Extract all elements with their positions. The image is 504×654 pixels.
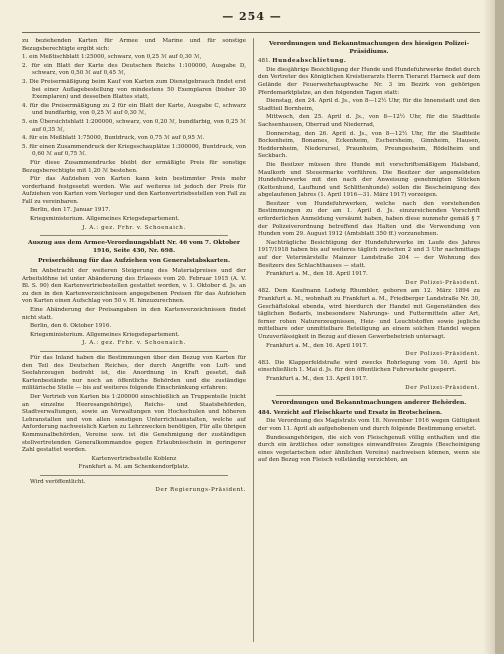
- place-date: Frankfurt a. M., den 16. April 1917.: [266, 342, 368, 349]
- page-edge-shadow: [483, 0, 495, 654]
- section-divider: [276, 395, 462, 396]
- header-rule: [22, 32, 480, 33]
- section-heading: Auszug aus dem Armee-Verordnungsblatt Nr. 46 vom 7. Oktober 1916, Seite 430, Nr. 698.: [28, 239, 240, 254]
- signature-name: J. A.: gez. Frhr. v. Schoenaich.: [82, 224, 186, 231]
- paragraph: Die Verordnung des Magistrats vom 18. November 1916 wegen Gültigkeit der vom 11. April ab aufgehobenen und durch folgende Bestimmung ersetzt.: [258, 418, 480, 432]
- paragraph: Bundesangehörigen, die sich von Fleischgenuß völlig enthalten und die durch ein ärztliches oder sonstiges einwandfreies Zeugnis (Bescheinigung eines vegetarischen oder ähnlichen Vereins) nachweisen können, wenn sie auf den Bezug von Fleisch vollständig verzichten, an: [258, 434, 480, 464]
- entry-481: [258, 58, 480, 66]
- entry-number: 483.: [258, 359, 271, 366]
- price-item: 5. ein Übersichtsblatt 1:200000, schwarz, von 0,20 ℳ, bundfarbig, von 0,25 ℳ auf 0,35 ℳ,: [22, 118, 246, 133]
- publish-note: Wird veröffentlicht.: [30, 478, 86, 485]
- paragraph: Die Besitzer müssen ihre Hunde mit vorschriftsmäßigem Halsband, Maulkorb und Steuermarke vorführen. Die Besitzer der angemeldeten Hundefuhrwerke mit den nach der Anweisung genehmigten Stücken (Kettenhund, Laufhund und Schlittenhunde) sollen die Bescheinigung des abgelaufenen Jahres (1. April 1916—31. März 1917) vorzeigen.: [258, 161, 480, 199]
- page-number: — 254 —: [222, 10, 282, 23]
- place-date: Berlin, den 17. Januar 1917.: [30, 207, 111, 214]
- place-date: Frankfurt a. M., den 13. April 1917.: [266, 375, 368, 382]
- signature-office: Kartenvertriebsstelle Koblenz: [91, 455, 177, 462]
- entry-484-title: 484. Verzicht auf Fleischkarte und Ersatz in Brotscheinen.: [258, 409, 442, 416]
- signature-name: Der Regierungs-Präsident.: [155, 487, 246, 494]
- paragraph: Für das Aufziehen von Karten kann kein bestimmter Preis mehr vorderhand festgesetzt werden. Wie auf weiteres ist jedoch der Preis für Aufziehen von Karten vom Verleger und den Kartenvertriebsstellen von Fall zu Fall zu vereinbaren.: [22, 176, 246, 205]
- entry-title: Hundeabschlietung.: [272, 58, 347, 65]
- price-item: 1. ein Meßtischblatt 1:25000, schwarz, von 0,25 ℳ auf 0,30 ℳ,: [22, 54, 202, 61]
- paragraph: Im Anbetracht der weiteren Steigerung des Materialpreises und der Arbeitslöhne ist unter Abänderung des Erlasses vom 20. Februar 1915 (A. V. Bl. S. 90) den Kartenvertriebsstellen gestattet worden, v. 1. Oktober d. Js. an zu den in den Kartenverzeichnissen angegebenen Preisen für das Aufziehen von Karten einen Aufschlag von 50 v. H. hinzuzurechnen.: [22, 268, 246, 305]
- paragraph: Die diesjährige Besichtigung der Hunde und Hundefuhrwerke findet durch den Vertreter des Königlichen Kreistierarzts Herrn Tierarzt Harneck auf dem Gelände der Feuerwehrhauptwache Nr. 3 im Bezirk von gehörigen Pferdemarktplatze, an den folgenden Tagen statt:: [258, 66, 480, 96]
- entry-number: 482.: [258, 288, 271, 295]
- paragraph: Donnerstag, den 26. April d. Js., von 8—12½ Uhr, für die Stadtteile Bockenheim, Bonames, Eckenheim, Eschersheim, Ginnheim, Hausen, Heddernheim, Niederursel, Praunheim, Preungesheim, Rödelheim und Seckbach.: [258, 130, 480, 160]
- paragraph: Nachträgliche Besichtigung der Hundefuhrwerke im Laufe des Jahres 1917/1918 haben bis auf weiteres täglich zwischen 2 und 3 Uhr nachmittags auf der Veterinärstelle Mainzer Landstraße 204 — der Wohnung des Besitzers des Schlachthauses — statt.: [258, 239, 480, 269]
- section-heading: Verordnungen und Bekanntmachungen anderer Behörden.: [271, 399, 467, 407]
- paragraph: Die Klapperfeldstraße wird zwecks Rohrlegung vom 16. April bis einschließlich 1. Mai d. Js. für den öffentlichen Fuhrverkehr gesperrt.: [258, 359, 480, 374]
- signature-name: Der Polizei-Präsident.: [405, 384, 480, 391]
- paragraph: Besitzer von Hundefuhrwerken, welche nach den vorstehenden Bestimmungen zu der am 1. April d. Js. einzureichenden Vorschrift erforderlichen Anmeldung versäumt haben, haben diese nunmehr gemäß § 7 der Polizeiverordnung betreffend das Halten und die Verwendung von Hunden vom 29. August 1912 (Amtsblatt 350 ff.) vorzunehmen.: [258, 200, 480, 238]
- entry-482: [258, 288, 480, 341]
- section-heading: Verordnungen und Bekanntmachungen des hiesigen Polizei-Präsidiums.: [268, 40, 470, 55]
- signature-name: Der Polizei-Präsident.: [405, 351, 480, 358]
- paragraph: Dem Kaufmann Ludwig Rhumbler, geboren am 12. März 1894 zu Frankfurt a. M., wohnhaft zu Frankfurt a. M., Friedberger Landstraße Nr. 30, Geschäftslokal ebenda, wird hierdurch der Handel mit Gegenständen des täglichen Bedarfs, insbesondere Nahrungs- und Futtermitteln aller Art, ferner rohen Naturerzeugnissen, Heiz- und Leuchtstoffen sowie jegliche mittelbare oder unmittelbare Beteiligung an einem solchen Handel wegen Unzuverlässigkeit in Bezug auf diesen Gewerbebetrieb untersagt.: [258, 288, 480, 340]
- paragraph: Eine Abänderung der Preisangaben in den Kartenverzeichnissen findet nicht statt.: [22, 307, 246, 321]
- paragraph: Dienstag, den 24. April d. Js., von 8—12½ Uhr, für die Innenstadt und den Stadtteil Bornheim,: [258, 98, 480, 112]
- section-subheading: Preiserhöhung für das Aufziehen von Generalstabskarten.: [37, 257, 231, 265]
- paragraph: Der Vertrieb von Karten bis 1:200000 einschließlich an Truppenteile (nicht an einzelne Heeresangehörige), Reichs- und Staatsbehörden, Stadtverwaltungen, sowie an Verwaltungen von Hochschulen und höheren Lehranstalten und von allen sonstigen Unterrichtsanstalten, welche auf Anforderung nachweislich Karten zu Lehrzwecken benötigen, Für alle übrigen Kommunalbehörden, Vereine usw. ist die Genehmigung der zuständigen stellvertretenden Generalkommandos gegen Erlaubnisschein in geringerer Zahl gestattet worden.: [22, 393, 246, 454]
- place-date: Frankfurt a. M., den 18. April 1917.: [266, 271, 368, 278]
- price-item: 4. für ein Meßblatt 1:75000, Buntdruck, von 0,75 ℳ auf 0,95 ℳ.: [22, 135, 205, 142]
- binding-edge: [495, 0, 504, 654]
- price-item: 4. für die Preisermäßigung zu 2 für ein Blatt der Karte, Ausgabe C, schwarz und bundfarbig, von 0,25 ℳ auf 0,30 ℳ,: [22, 102, 246, 117]
- section-divider: [40, 351, 228, 352]
- left-column: [22, 38, 246, 642]
- paragraph: Für das Inland haben die Bestimmungen über den Bezug von Karten für den Teil des Deutschen Reiches, der durch Angriffe von Luft- und Seefahrzeugen bedroht ist, die Anordnung in Kraft gesetzt, daß Kartenbestände nur noch an öffentliche Behörden und die zuständige militärische Stelle — bis auf weiteres folgende Einschränkung erfahren:: [22, 354, 246, 392]
- right-column: [258, 38, 480, 642]
- section-divider: [40, 235, 228, 236]
- signature-name: Der Polizei-Präsident.: [405, 279, 480, 286]
- signature-address: Frankfurt a. M. am Schenkendorfplatz.: [78, 464, 190, 471]
- section-divider: [40, 475, 228, 476]
- column-divider: [253, 38, 254, 642]
- signature-name: J. A.: gez. Frhr. v. Schoenaich.: [82, 340, 186, 347]
- place-date: Berlin, den 6. Oktober 1916.: [30, 323, 112, 330]
- price-item: 5. für einen Zusammendruck der Kriegsschauplätze 1:300000, Buntdruck, von 0,60 ℳ auf 0,75 ℳ.: [22, 143, 246, 158]
- signature-office: Kriegsministerium. Allgemeines Kriegsdepartement.: [30, 331, 180, 338]
- paragraph: Mittwoch, den 25. April d. Js., von 8—12½ Uhr, für die Stadtteile Sachsenhausen, Oberrad und Niederrad,: [258, 114, 480, 128]
- entry-483: [258, 360, 480, 375]
- signature-office: Kriegsministerium. Allgemeines Kriegsdepartement.: [30, 216, 180, 223]
- entry-number: 481.: [258, 58, 271, 65]
- left-intro: zu beziehenden Karten für Armee und Marine und für sonstige Bezugsberechtigte ergibt sich:: [22, 38, 246, 52]
- paragraph: Für diese Zusammendrucke bleibt der ermäßigte Preis für sonstige Bezugsberechtigte mit 1,20 ℳ bestehen.: [22, 159, 246, 174]
- price-item: 3. Die Preisermäßigung beim Kauf von Karten zum Dienstgebrauch findet erst bei einer Auflagebestellung von mindestens 50 Exemplaren (bisher 30 Exemplaren) und desselben Blattes statt,: [22, 78, 246, 101]
- price-item: 2. für ein Blatt der Karte des Deutschen Reichs 1:100000, Ausgabe D, schwarz, von 0,50 ℳ auf 0,45 ℳ,: [22, 62, 246, 77]
